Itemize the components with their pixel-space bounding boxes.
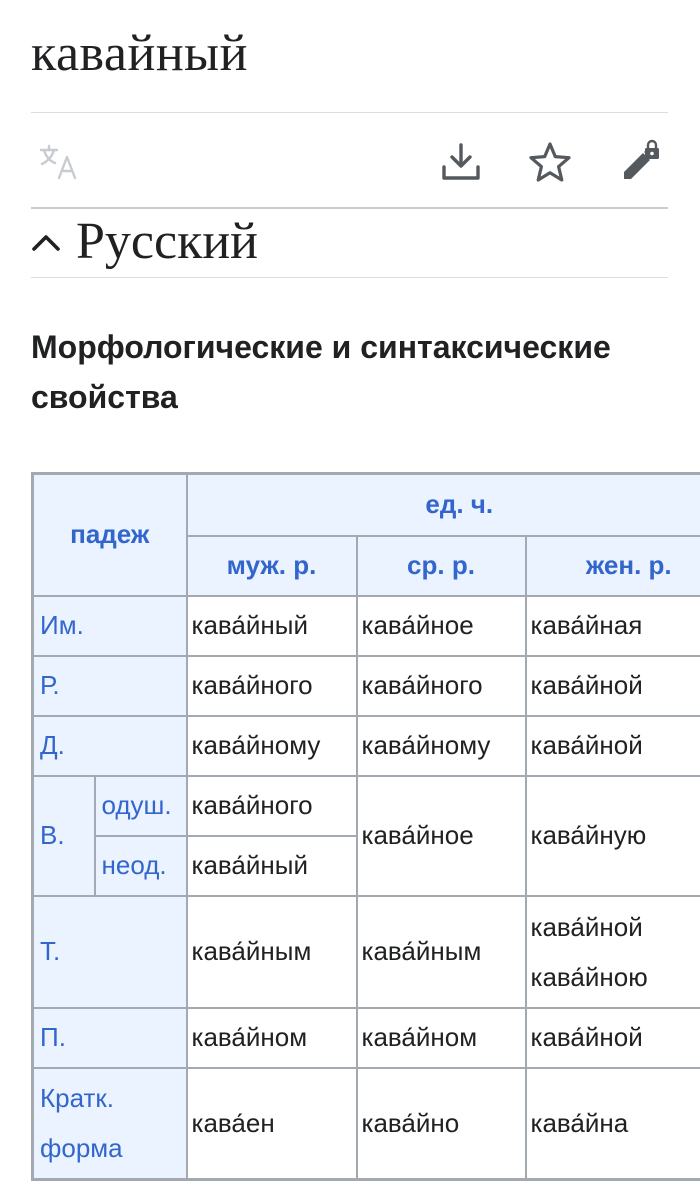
table-row — [33, 896, 700, 1008]
table-cell: кава́йное — [357, 596, 526, 656]
download-icon[interactable] — [441, 142, 481, 182]
table-row — [33, 656, 700, 716]
table-cell: кава́йным — [187, 896, 357, 1008]
table-cell: кава́йную — [526, 776, 700, 896]
table-cell: кава́йный — [187, 836, 357, 896]
case-label: П. — [33, 1008, 187, 1068]
divider — [31, 277, 668, 278]
table-cell: кава́йным — [357, 896, 526, 1008]
table-cell-line: кава́йной — [530, 911, 643, 942]
table-row — [33, 776, 700, 836]
table-cell: кава́йного — [187, 656, 357, 716]
table-cell: кава́йного — [357, 656, 526, 716]
table-row — [33, 1008, 700, 1068]
star-icon[interactable] — [529, 141, 571, 183]
case-label-line: Кратк. — [40, 1083, 115, 1114]
table-cell — [526, 896, 700, 1008]
table-cell: кава́йному — [187, 716, 357, 776]
case-header: падеж — [33, 474, 187, 596]
table-cell: кава́йно — [357, 1068, 526, 1180]
table-cell: кава́йное — [357, 776, 526, 896]
table-row — [33, 596, 700, 656]
table-cell: кава́йный — [187, 596, 357, 656]
subsection-heading: Морфологические и синтаксические свойства — [31, 329, 611, 415]
case-label: Р. — [33, 656, 187, 716]
case-label: Т. — [33, 896, 187, 1008]
table-cell: кава́йна — [526, 1068, 700, 1180]
table-cell: кава́йная — [526, 596, 700, 656]
inflection-table — [31, 472, 700, 1181]
divider — [31, 207, 668, 209]
case-label: Им. — [33, 596, 187, 656]
case-label — [33, 1068, 187, 1180]
edit-lock-icon[interactable] — [620, 139, 662, 181]
gender-header-feminine: жен. р. — [526, 536, 700, 596]
table-cell: кава́йного — [187, 776, 357, 836]
table-cell: кава́йной — [526, 656, 700, 716]
number-header: ед. ч. — [187, 474, 700, 536]
divider — [31, 112, 668, 113]
page-title: кавайный — [31, 25, 248, 82]
table-row — [33, 1068, 700, 1180]
case-label: В. — [33, 776, 95, 896]
table-cell: кава́йному — [357, 716, 526, 776]
table-cell: кава́йной — [526, 716, 700, 776]
table-cell: кава́ен — [187, 1068, 357, 1180]
table-row — [33, 716, 700, 776]
table-cell: кава́йной — [526, 1008, 700, 1068]
table-cell: кава́йном — [357, 1008, 526, 1068]
case-sublabel: неод. — [95, 836, 187, 896]
table-cell: кава́йном — [187, 1008, 357, 1068]
gender-header-masculine: муж. р. — [187, 536, 357, 596]
table-cell-line: кава́йною — [530, 961, 648, 992]
gender-header-neuter: ср. р. — [357, 536, 526, 596]
case-sublabel: одуш. — [95, 776, 187, 836]
section-title: Русский — [76, 213, 258, 270]
inflection-table-container[interactable] — [31, 472, 700, 1200]
case-label: Д. — [33, 716, 187, 776]
case-label-line: форма — [40, 1133, 123, 1164]
language-icon[interactable] — [39, 143, 81, 181]
chevron-up-icon — [31, 231, 61, 253]
section-toggle-russian[interactable] — [31, 211, 668, 275]
